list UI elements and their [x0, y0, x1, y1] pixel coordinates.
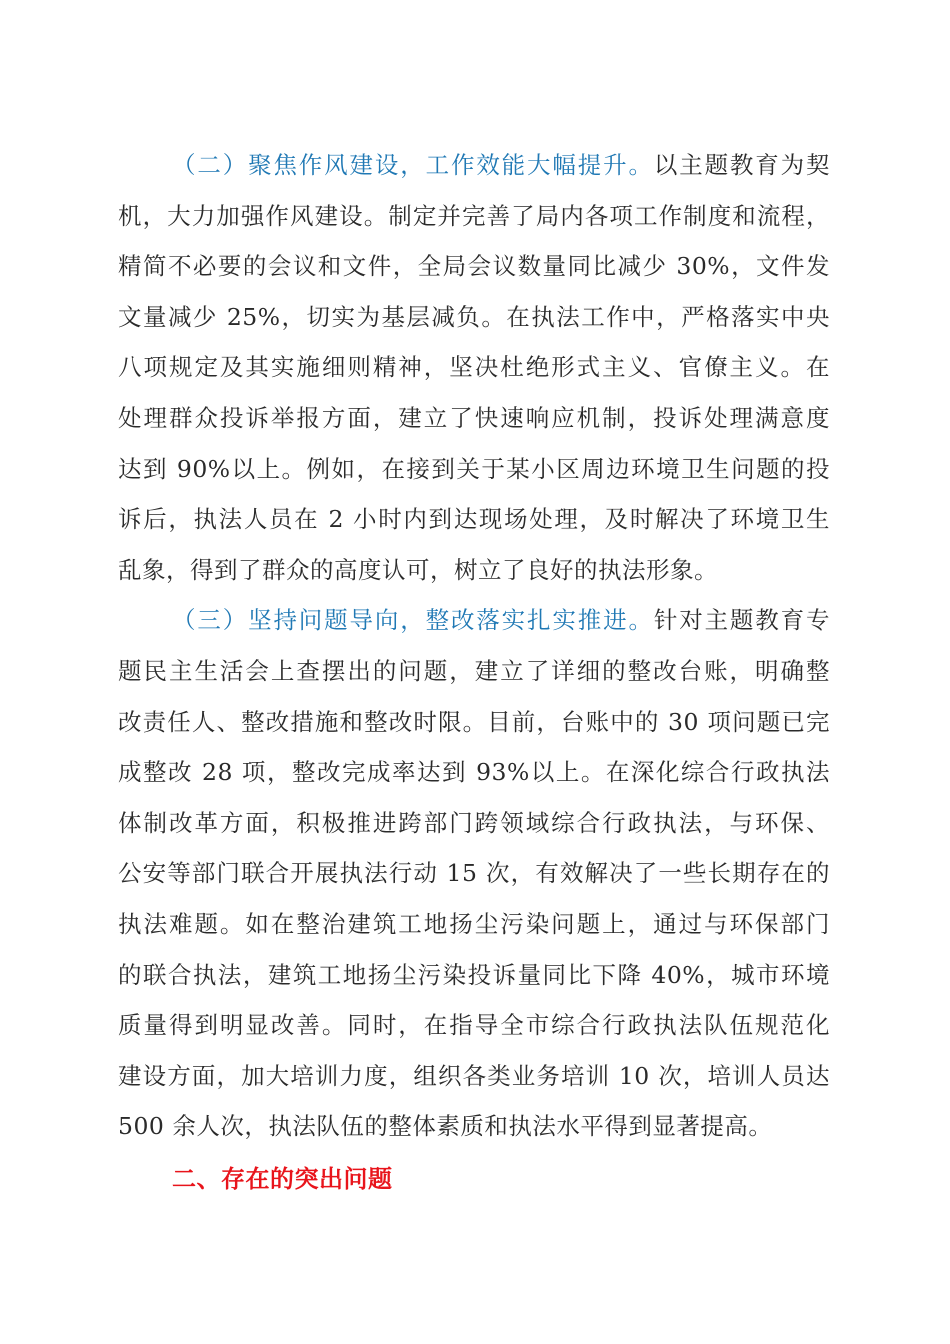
paragraph-3-line-11: 500 余人次，执法队伍的整体素质和执法水平得到显著提高。 [118, 1112, 773, 1141]
paragraph-3-text: 针对主题教育专 [653, 606, 830, 635]
paragraph-3-line-7: 执法难题。如在整治建筑工地扬尘污染问题上，通过与环保部门 [118, 909, 830, 938]
paragraph-2-line-9: 乱象，得到了群众的高度认可，树立了良好的执法形象。 [118, 555, 718, 584]
paragraph-3-line-1 [118, 595, 830, 646]
paragraph-2-line-1 [118, 140, 830, 191]
paragraph-2-subheading: （二）聚焦作风建设，工作效能大幅提升。 [172, 151, 654, 179]
paragraph-2-line-3: 精简不必要的会议和文件，全局会议数量同比减少 30%，文件发 [118, 252, 830, 281]
paragraph-3-line-2: 题民主生活会上查摆出的问题，建立了详细的整改台账，明确整 [118, 656, 830, 685]
paragraph-2-line-5: 八项规定及其实施细则精神，坚决杜绝形式主义、官僚主义。在 [118, 353, 830, 382]
paragraph-3-line-9: 质量得到明显改善。同时，在指导全市综合行政执法队伍规范化 [118, 1011, 830, 1040]
paragraph-3-line-3: 改责任人、整改措施和整改时限。目前，台账中的 30 项问题已完 [118, 707, 830, 736]
paragraph-2-line-4: 文量减少 25%，切实为基层减负。在执法工作中，严格落实中央 [118, 302, 830, 331]
paragraph-3-line-4: 成整改 28 项，整改完成率达到 93%以上。在深化综合行政执法 [118, 758, 830, 787]
paragraph-2-line-8: 诉后，执法人员在 2 小时内到达现场处理，及时解决了环境卫生 [118, 505, 830, 534]
paragraph-2-line-2: 机，大力加强作风建设。制定并完善了局内各项工作制度和流程， [118, 201, 830, 230]
paragraph-3-line-5: 体制改革方面，积极推进跨部门跨领域综合行政执法，与环保、 [118, 808, 830, 837]
paragraph-2-line-7: 达到 90%以上。例如，在接到关于某小区周边环境卫生问题的投 [118, 454, 830, 483]
paragraph-3-subheading: （三）坚持问题导向，整改落实扎实推进。 [172, 606, 654, 635]
paragraph-3-line-10: 建设方面，加大培训力度，组织各类业务培训 10 次，培训人员达 [118, 1061, 830, 1090]
paragraph-2-line-6: 处理群众投诉举报方面，建立了快速响应机制，投诉处理满意度 [118, 403, 830, 432]
document-body [118, 140, 830, 1204]
paragraph-2-text: 以主题教育为契 [653, 151, 830, 179]
paragraph-3-line-8: 的联合执法，建筑工地扬尘污染投诉量同比下降 40%，城市环境 [118, 960, 830, 989]
paragraph-3-line-6: 公安等部门联合开展执法行动 15 次，有效解决了一些长期存在的 [118, 859, 830, 888]
section-heading: 二、存在的突出问题 [172, 1164, 393, 1193]
